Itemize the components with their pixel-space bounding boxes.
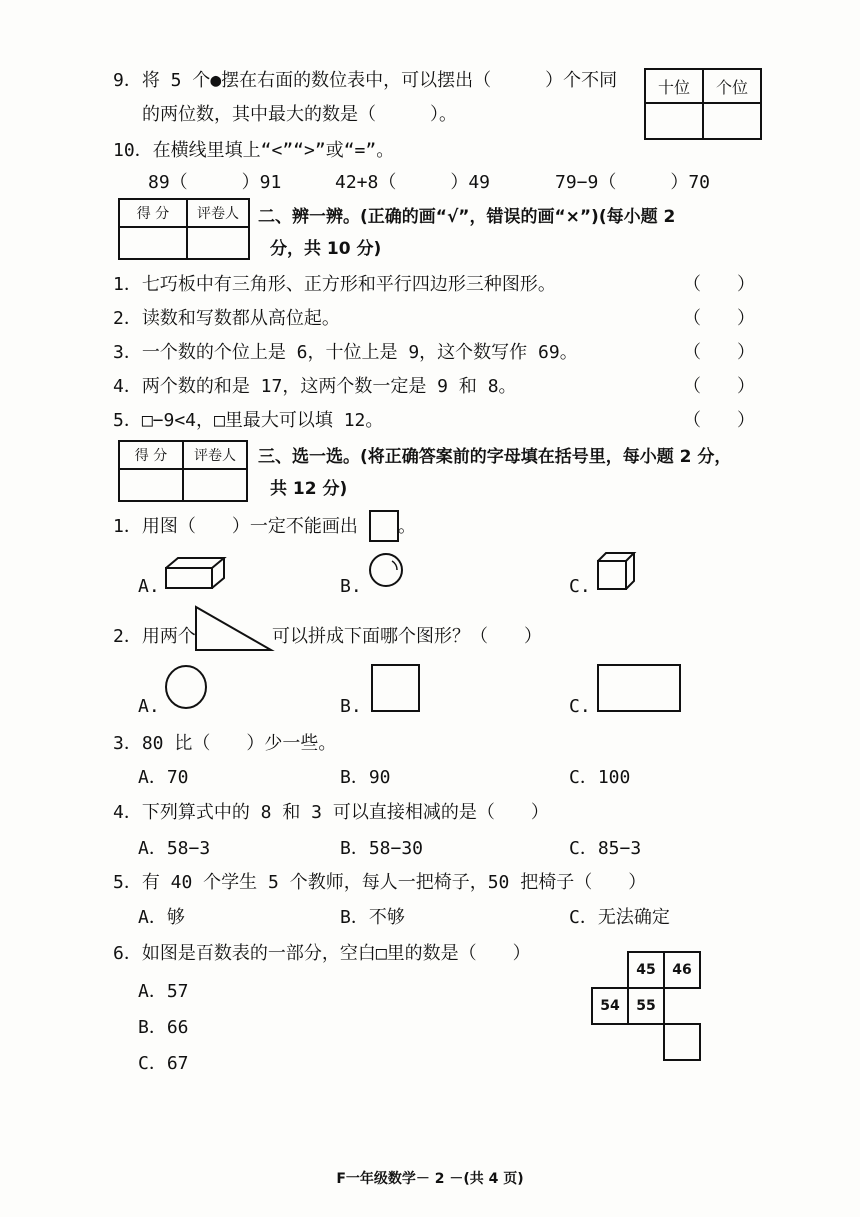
hundred-cell: 55 [627, 987, 665, 1025]
judge-item-1: 1．七巧板中有三角形、正方形和平行四边形三种图形。 [113, 274, 556, 295]
judge-item-4: 4．两个数的和是 17，这两个数一定是 9 和 8。 [113, 376, 517, 397]
place-value-tens-cell[interactable] [645, 103, 703, 139]
choice-q4-text: 4．下列算式中的 8 和 3 可以直接相减的是（ ） [113, 802, 549, 823]
judge-answer-3[interactable]: （ ） [683, 342, 755, 363]
place-value-ones-header: 个位 [703, 69, 761, 103]
judge-answer-5[interactable]: （ ） [683, 410, 755, 431]
score-cell[interactable] [119, 227, 187, 259]
q9-line2: 的两位数，其中最大的数是（ ）。 [142, 104, 457, 125]
grader-cell[interactable] [183, 469, 247, 501]
section3-score-box [118, 440, 248, 502]
place-value-table [644, 68, 762, 140]
q10-item-1[interactable]: 89（ ）91 [148, 172, 282, 193]
section2-title: 二、辨一辨。(正确的画“√”，错误的画“×”)(每小题 2 [258, 207, 676, 227]
judge-answer-4[interactable]: （ ） [683, 376, 755, 397]
choice-q4-option-a[interactable]: A．58−3 [138, 838, 211, 859]
triangle-icon [195, 606, 273, 652]
choice-q3-option-b[interactable]: B．90 [340, 767, 391, 788]
grader-cell[interactable] [187, 227, 249, 259]
choice-q2-text-before: 2．用两个 [113, 626, 196, 647]
choice-q6-option-a[interactable]: A．57 [138, 981, 189, 1002]
score-cell[interactable] [119, 469, 183, 501]
q10-title: 10．在横线里填上“<”“>”或“=”。 [113, 140, 395, 161]
q10-item-2[interactable]: 42+8（ ）49 [335, 172, 491, 193]
place-value-ones-cell[interactable] [703, 103, 761, 139]
choice-q1-option-b[interactable]: B. [340, 576, 362, 597]
choice-q2-option-c[interactable]: C. [569, 696, 591, 717]
cube-icon [597, 552, 637, 590]
section2-title-cont: 分，共 10 分) [270, 239, 382, 259]
choice-q2-text-after: 可以拼成下面哪个图形？（ ） [272, 626, 542, 647]
choice-q1-text: 1．用图（ ）一定不能画出 [113, 516, 358, 537]
choice-q5-option-b[interactable]: B．不够 [340, 907, 405, 928]
choice-q5-text: 5．有 40 个学生 5 个教师，每人一把椅子，50 把椅子（ ） [113, 872, 647, 893]
choice-q3-text: 3．80 比（ ）少一些。 [113, 733, 337, 754]
hundred-cell: 45 [627, 951, 665, 989]
choice-q4-option-c[interactable]: C．85−3 [569, 838, 642, 859]
hundred-cell-blank[interactable] [663, 1023, 701, 1061]
choice-q3-option-a[interactable]: A．70 [138, 767, 189, 788]
hundred-cell: 46 [663, 951, 701, 989]
page-footer: F一年级数学－ 2 －(共 4 页) [336, 1171, 524, 1187]
q9-line1: 9．将 5 个●摆在右面的数位表中，可以摆出（ ）个不同 [113, 70, 618, 91]
choice-q1-option-c[interactable]: C. [569, 576, 591, 597]
choice-q2-option-b[interactable]: B. [340, 696, 362, 717]
judge-answer-2[interactable]: （ ） [683, 308, 755, 329]
judge-item-2: 2．读数和写数都从高位起。 [113, 308, 340, 329]
choice-q6-option-b[interactable]: B．66 [138, 1017, 189, 1038]
sphere-icon [368, 552, 404, 588]
judge-item-5: 5．□−9<4，□里最大可以填 12。 [113, 410, 384, 431]
place-value-tens-header: 十位 [645, 69, 703, 103]
section3-title: 三、选一选。(将正确答案前的字母填在括号里，每小题 2 分， [258, 447, 732, 467]
choice-q1-option-a[interactable]: A. [138, 576, 160, 597]
choice-q3-option-c[interactable]: C．100 [569, 767, 631, 788]
judge-answer-1[interactable]: （ ） [683, 274, 755, 295]
choice-q5-option-a[interactable]: A．够 [138, 907, 185, 928]
section2-score-box [118, 198, 250, 260]
square-shape-icon [369, 510, 399, 542]
q10-item-3[interactable]: 79−9（ ）70 [555, 172, 711, 193]
section3-title-cont: 共 12 分) [270, 479, 348, 499]
choice-q1-end: 。 [398, 516, 416, 537]
choice-q6-text: 6．如图是百数表的一部分，空白□里的数是（ ） [113, 943, 531, 964]
choice-q5-option-c[interactable]: C．无法确定 [569, 907, 670, 928]
score-label: 得 分 [119, 441, 183, 469]
circle-icon [164, 664, 208, 710]
choice-q4-option-b[interactable]: B．58−30 [340, 838, 424, 859]
hundred-cell: 54 [591, 987, 629, 1025]
square-icon [371, 664, 420, 712]
rectangle-icon [597, 664, 681, 712]
judge-item-3: 3．一个数的个位上是 6，十位上是 9，这个数写作 69。 [113, 342, 578, 363]
grader-label: 评卷人 [187, 199, 249, 227]
choice-q6-option-c[interactable]: C．67 [138, 1053, 189, 1074]
choice-q2-option-a[interactable]: A. [138, 696, 160, 717]
cuboid-icon [165, 556, 227, 590]
score-label: 得 分 [119, 199, 187, 227]
grader-label: 评卷人 [183, 441, 247, 469]
